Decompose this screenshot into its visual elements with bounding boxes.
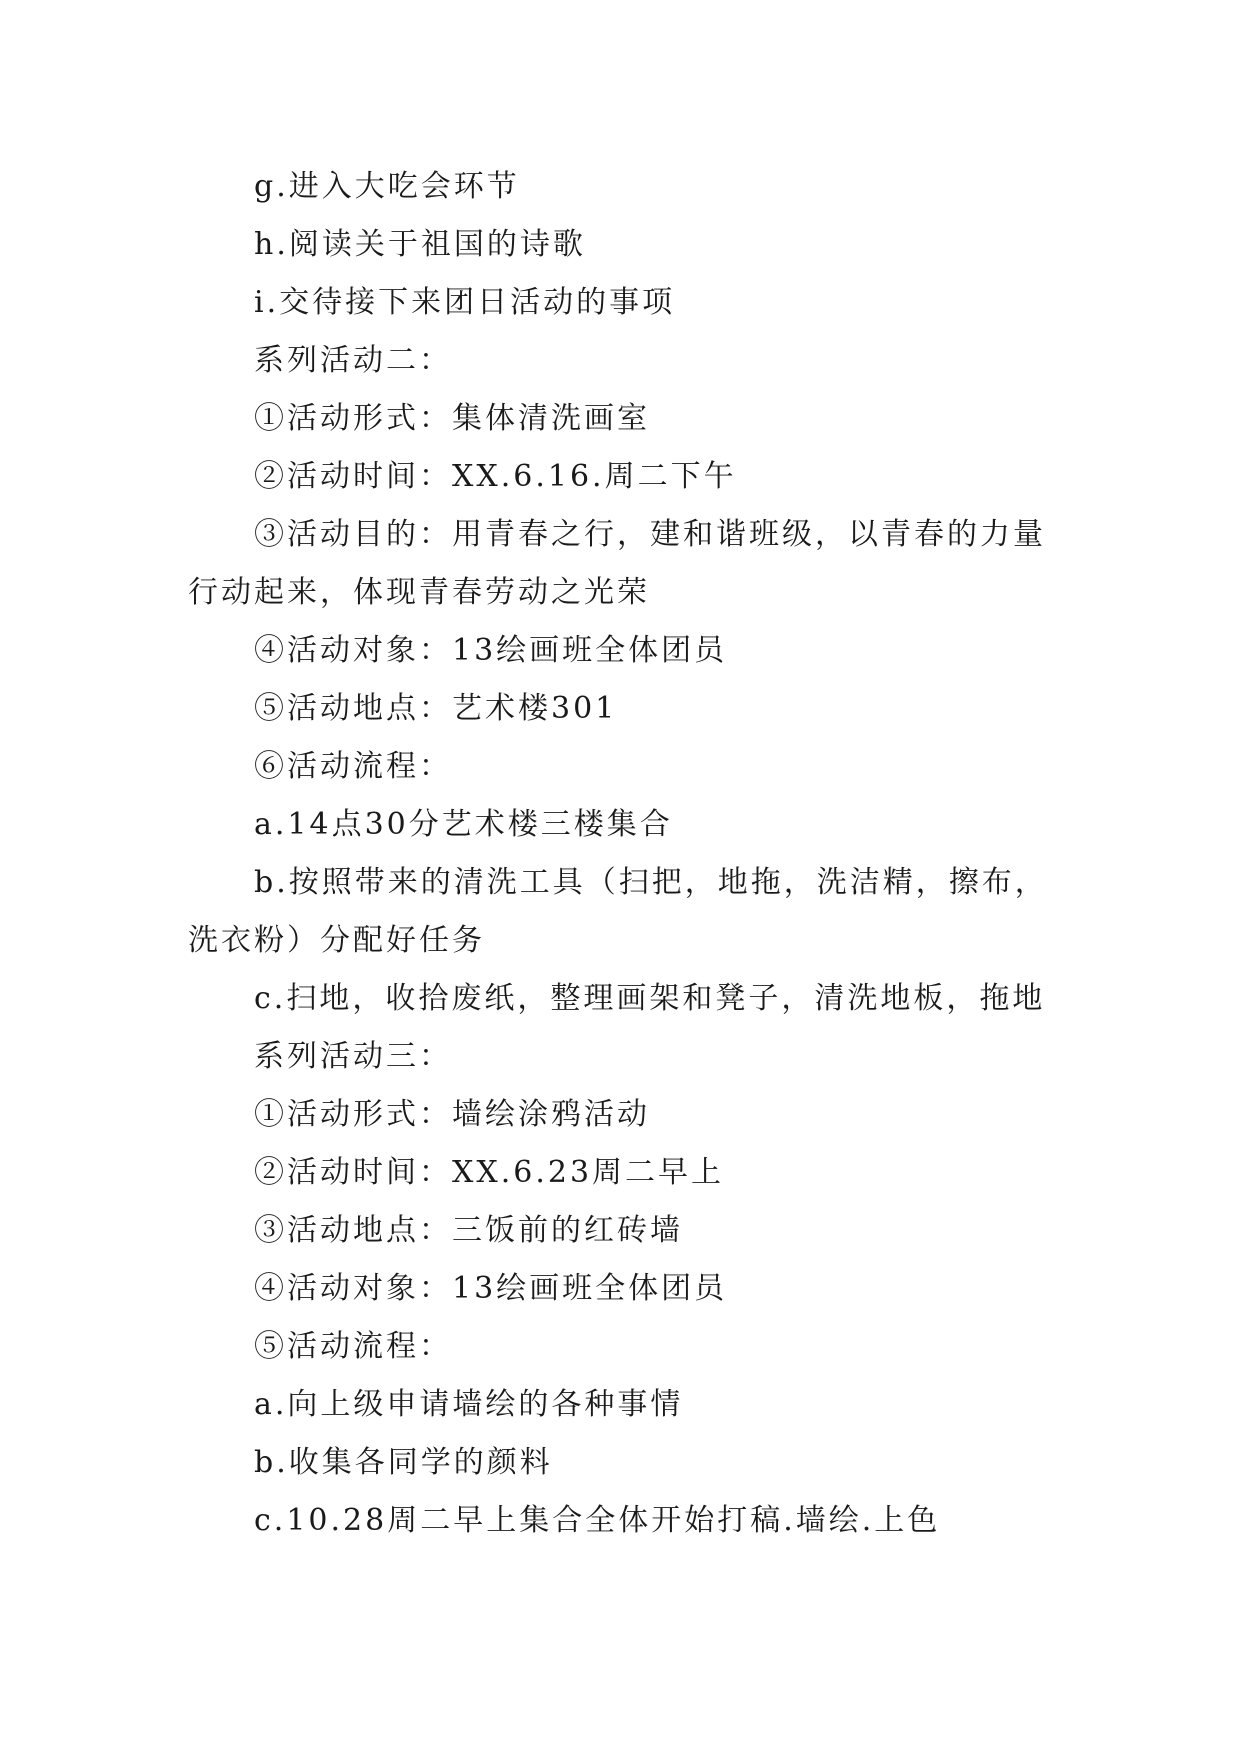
paragraph: ②活动时间：XX.6.23周二早上 — [254, 1155, 725, 1190]
paragraph: ③活动地点：三饭前的红砖墙 — [254, 1213, 683, 1248]
paragraph: c.扫地，收拾废纸，整理画架和凳子，清洗地板，拖地 — [254, 981, 1046, 1016]
paragraph: ④活动对象：13绘画班全体团员 — [254, 1271, 728, 1306]
paragraph: ⑥活动流程： — [254, 749, 452, 784]
paragraph: a.向上级申请墙绘的各种事情 — [254, 1387, 684, 1422]
paragraph: i.交待接下来团日活动的事项 — [254, 285, 676, 320]
section-heading: 系列活动二： — [254, 343, 452, 378]
paragraph: c.10.28周二早上集合全体开始打稿.墙绘.上色 — [254, 1503, 941, 1538]
paragraph: ⑤活动流程： — [254, 1329, 452, 1364]
paragraph: a.14点30分艺术楼三楼集合 — [254, 807, 673, 842]
paragraph: b.按照带来的清洗工具（扫把，地拖，洗洁精，擦布，洗衣粉）分配好任务 — [188, 865, 1048, 958]
paragraph: ①活动形式：集体清洗画室 — [254, 401, 650, 436]
paragraph: ②活动时间：XX.6.16.周二下午 — [254, 459, 737, 494]
paragraph: h.阅读关于祖国的诗歌 — [254, 227, 586, 262]
paragraph: ①活动形式：墙绘涂鸦活动 — [254, 1097, 650, 1132]
paragraph: ⑤活动地点：艺术楼301 — [254, 691, 618, 726]
paragraph: g.进入大吃会环节 — [254, 169, 520, 204]
paragraph: b.收集各同学的颜料 — [254, 1445, 553, 1480]
document-body — [188, 158, 1068, 1550]
paragraph: ④活动对象：13绘画班全体团员 — [254, 633, 728, 668]
section-heading: 系列活动三： — [254, 1039, 452, 1074]
paragraph: ③活动目的：用青春之行，建和谐班级，以青春的力量行动起来，体现青春劳动之光荣 — [188, 517, 1046, 610]
